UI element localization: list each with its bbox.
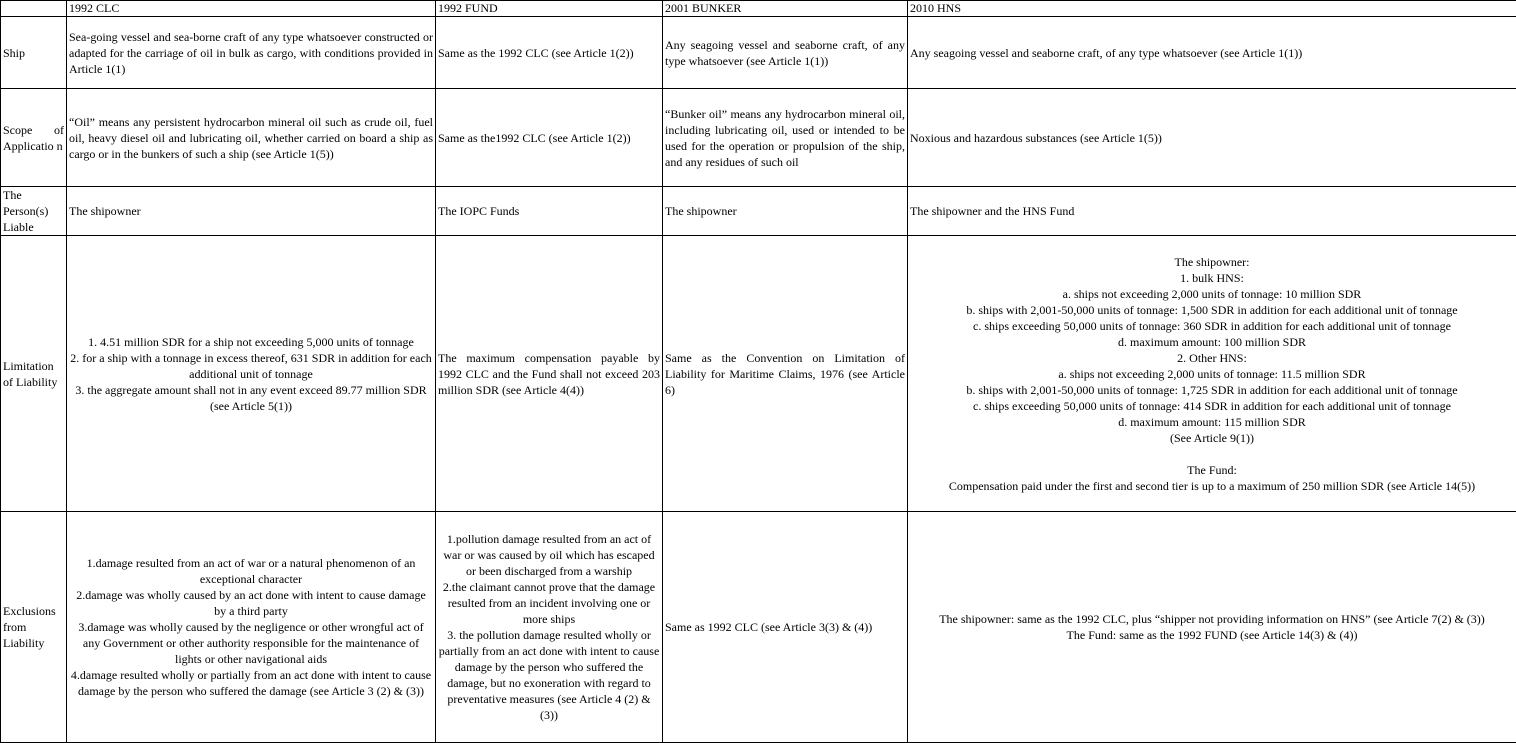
- row-label-limitation: Limitation of Liability: [1, 236, 67, 512]
- cell-exclusions-fund: [436, 512, 663, 743]
- header-row: [1, 1, 1516, 17]
- hns-limit-line: c. ships exceeding 50,000 units of tonnage: 360 SDR in addition for each additional unit of tonnage: [973, 318, 1451, 333]
- cell-exclusions-clc: [67, 512, 436, 743]
- cell-limitation-clc: [67, 236, 436, 512]
- clc-exclusion-line: 3.damage was wholly caused by the negligence or other wrongful act of any Government or other authority responsible for the maintenance of lights or other navigational aids: [78, 620, 424, 666]
- cell-ship-bunker: Any seagoing vessel and seaborne craft, of any type whatsoever (see Article 1(1)): [663, 17, 908, 89]
- cell-liable-clc: The shipowner: [67, 187, 436, 236]
- hns-limit-line: d. maximum amount: 115 million SDR: [1118, 414, 1306, 429]
- cell-exclusions-hns: [908, 512, 1516, 743]
- hns-limit-line: a. ships not exceeding 2,000 units of tonnage: 11.5 million SDR: [1058, 366, 1366, 381]
- hns-fund-line: The Fund:: [1187, 462, 1237, 477]
- row-scope: [1, 89, 1516, 187]
- hns-limit-line: d. maximum amount: 100 million SDR: [1117, 334, 1306, 349]
- row-ship: [1, 17, 1516, 89]
- header-2001-bunker: 2001 BUNKER: [663, 1, 908, 17]
- row-label-ship: Ship: [1, 17, 67, 89]
- header-1992-fund: 1992 FUND: [436, 1, 663, 17]
- fund-exclusion-line: 3. the pollution damage resulted wholly or partially from an act done with intent to cause damage by the person who suffered the damage, but no exoneration with regard to preventative measures (see Article 4 (2) & (3)): [438, 628, 660, 722]
- clc-limit-line: 2. for a ship with a tonnage in excess thereof, 631 SDR in addition for each additional unit of tonnage: [70, 350, 432, 381]
- hns-limit-line: b. ships with 2,001-50,000 units of tonnage: 1,500 SDR in addition for each additional unit of tonnage: [966, 302, 1458, 317]
- clc-limit-line: 3. the aggregate amount shall not in any event exceed 89.77 million SDR (see Article 5(1)): [75, 382, 427, 413]
- clc-limit-line: 1. 4.51 million SDR for a ship not exceeding 5,000 units of tonnage: [88, 334, 414, 349]
- row-exclusions: [1, 512, 1516, 743]
- hns-limit-line: 1. bulk HNS:: [1180, 270, 1244, 285]
- cell-ship-clc: Sea-going vessel and sea-borne craft of any type whatsoever constructed or adapted for the carriage of oil in bulk as cargo, with conditions provided in Article 1(1): [67, 17, 436, 89]
- row-label-scope: Scope of Applicatio n: [1, 89, 67, 187]
- cell-liable-bunker: The shipowner: [663, 187, 908, 236]
- cell-scope-hns: Noxious and hazardous substances (see Article 1(5)): [908, 89, 1516, 187]
- clc-exclusion-line: 2.damage was wholly caused by an act done with intent to cause damage by a third party: [76, 588, 426, 618]
- clc-exclusion-line: 4.damage resulted wholly or partially from an act done with intent to cause damage by the person who suffered the damage (see Article 3 (2) & (3)): [70, 668, 432, 698]
- row-limitation: [1, 236, 1516, 512]
- cell-scope-bunker: “Bunker oil” means any hydrocarbon mineral oil, including lubricating oil, used or intended to be used for the operation or propulsion of the ship, and any residues of such oil: [663, 89, 908, 187]
- hns-limit-line: The shipowner:: [1174, 254, 1250, 269]
- cell-limitation-bunker: Same as the Convention on Limitation of Liability for Maritime Claims, 1976 (see Article 6): [663, 236, 908, 512]
- cell-limitation-fund: The maximum compensation payable by 1992 CLC and the Fund shall not exceed 203 million SDR (see Article 4(4)): [436, 236, 663, 512]
- hns-limit-line: (See Article 9(1)): [1170, 430, 1254, 445]
- hns-limit-line: b. ships with 2,001-50,000 units of tonnage: 1,725 SDR in addition for each additional unit of tonnage: [966, 382, 1458, 397]
- cell-exclusions-bunker: Same as 1992 CLC (see Article 3(3) & (4)): [663, 512, 908, 743]
- hns-fund-line: Compensation paid under the first and second tier is up to a maximum of 250 million SDR (see Article 14(5)): [948, 478, 1476, 493]
- hns-exclusion-line: The Fund: same as the 1992 FUND (see Article 14(3) & (4)): [1066, 628, 1358, 642]
- cell-ship-hns: Any seagoing vessel and seaborne craft, of any type whatsoever (see Article 1(1)): [908, 17, 1516, 89]
- paragraph-gap: [910, 446, 1514, 462]
- hns-limit-line: 2. Other HNS:: [1177, 350, 1247, 365]
- cell-limitation-hns: [908, 236, 1516, 512]
- row-person-liable: [1, 187, 1516, 236]
- hns-exclusion-line: The shipowner: same as the 1992 CLC, plus “shipper not providing information on HNS” (see Article 7(2) & (3)): [939, 612, 1485, 626]
- row-label-exclusions: Exclusions from Liability: [1, 512, 67, 743]
- fund-exclusion-line: 1.pollution damage resulted from an act of war or was caused by oil which has escaped or been discharged from a warship: [443, 532, 655, 578]
- cell-scope-clc: “Oil” means any persistent hydrocarbon mineral oil such as crude oil, fuel oil, heavy diesel oil and lubricating oil, whether carried on board a ship as cargo or in the bunkers of such a ship (see Article 1(5)): [67, 89, 436, 187]
- header-corner: [1, 1, 67, 17]
- header-1992-clc: 1992 CLC: [67, 1, 436, 17]
- cell-ship-fund: Same as the 1992 CLC (see Article 1(2)): [436, 17, 663, 89]
- header-2010-hns: 2010 HNS: [908, 1, 1516, 17]
- clc-exclusion-line: 1.damage resulted from an act of war or a natural phenomenon of an exceptional character: [86, 556, 416, 586]
- fund-exclusion-line: 2.the claimant cannot prove that the damage resulted from an incident involving one or more ships: [442, 580, 656, 626]
- hns-limit-line: a. ships not exceeding 2,000 units of tonnage: 10 million SDR: [1062, 286, 1362, 301]
- cell-scope-fund: Same as the1992 CLC (see Article 1(2)): [436, 89, 663, 187]
- hns-limit-line: c. ships exceeding 50,000 units of tonnage: 414 SDR in addition for each additional unit of tonnage: [973, 398, 1451, 413]
- cell-liable-fund: The IOPC Funds: [436, 187, 663, 236]
- row-label-person-liable: The Person(s) Liable: [1, 187, 67, 236]
- cell-liable-hns: The shipowner and the HNS Fund: [908, 187, 1516, 236]
